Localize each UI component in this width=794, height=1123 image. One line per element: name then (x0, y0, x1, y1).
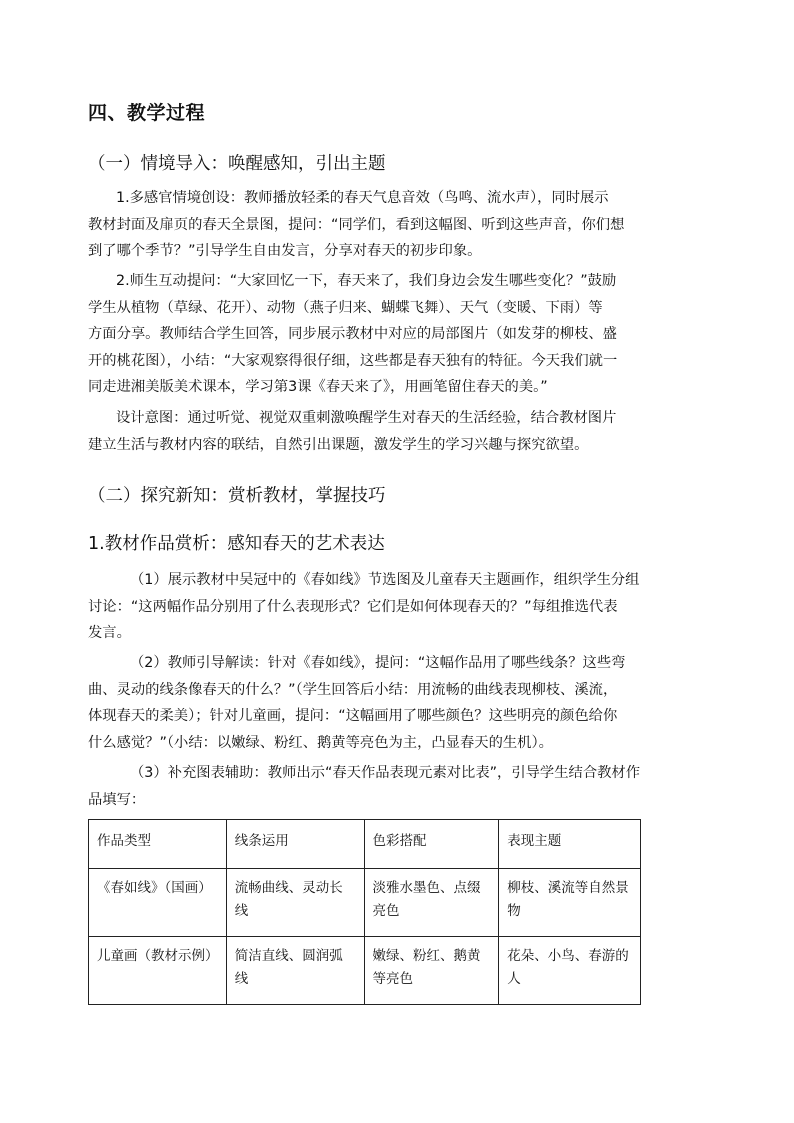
text-line: 讨论：“这两幅作品分别用了什么表现形式？它们是如何体现春天的？”每组推选代表 (88, 598, 618, 615)
section1-paragraph-1 (88, 185, 648, 265)
text-line: 开的桃花图），小结：“大家观察得很仔细，这些都是春天独有的特征。今天我们就一 (88, 352, 618, 369)
section2-paragraph-3 (88, 760, 648, 813)
section-heading-main: 四、教学过程 (88, 102, 206, 124)
table-row (89, 869, 641, 937)
text-line: 同走进湘美版美术课本，学习第3课《春天来了》，用画笔留住春天的美。” (88, 379, 548, 395)
text-line: 发言。 (88, 625, 131, 641)
table-header-cell: 色彩搭配 (364, 820, 499, 869)
table-cell: 花朵、小鸟、春游的人 (499, 937, 641, 1005)
section1-design-intent (88, 405, 648, 458)
table-cell: 流畅曲线、灵动长线 (226, 869, 364, 937)
table-header-cell: 作品类型 (89, 820, 227, 869)
text-line: 体现春天的柔美）；针对儿童画，提问：“这幅画用了哪些颜色？这些明亮的颜色给你 (88, 708, 618, 724)
table-header-cell: 表现主题 (499, 820, 641, 869)
table-row (89, 937, 641, 1005)
table-cell: 淡雅水墨色、点缀亮色 (364, 869, 499, 937)
text-line: 学生从植物（草绿、花开）、动物（燕子归来、蝴蝶飞舞）、天气（变暖、下雨）等 (88, 299, 603, 316)
section2-paragraph-1 (88, 567, 648, 647)
table-cell: 简洁直线、圆润弧线 (226, 937, 364, 1005)
text-line: （1）展示教材中吴冠中的《春如线》节选图及儿童春天主题画作，组织学生分组 (130, 572, 640, 588)
table-cell: 柳枝、溪流等自然景物 (499, 869, 641, 937)
text-line: （2）教师引导解读：针对《春如线》，提问：“这幅作品用了哪些线条？这些弯 (130, 655, 626, 671)
text-line: 设计意图：通过听觉、视觉双重刺激唤醒学生对春天的生活经验，结合教材图片 (116, 410, 617, 426)
text-line: （3）补充图表辅助：教师出示“春天作品表现元素对比表”，引导学生结合教材作 (130, 765, 640, 781)
text-line: 到了哪个季节？”引导学生自由发言，分享对春天的初步印象。 (88, 243, 482, 259)
text-line: 1.多感官情境创设：教师播放轻柔的春天气息音效（鸟鸣、流水声），同时展示 (116, 190, 609, 206)
comparison-table (88, 819, 641, 1005)
section2-title: （二）探究新知：赏析教材，掌握技巧 (88, 486, 386, 506)
table-cell: 儿童画（教材示例） (89, 937, 227, 1005)
text-line: 品填写： (88, 791, 146, 808)
text-line: 方面分享。教师结合学生回答，同步展示教材中对应的局部图片（如发芽的柳枝、盛 (88, 326, 617, 342)
table-header-row (89, 820, 641, 869)
text-line: 教材封面及扉页的春天全景图，提问：“同学们，看到这幅图、听到这些声音，你们想 (88, 216, 625, 233)
table-cell: 嫩绿、粉红、鹅黄等亮色 (364, 937, 499, 1005)
section1-paragraph-2 (88, 268, 648, 401)
section2-paragraph-2 (88, 650, 648, 756)
section1-title: （一）情境导入：唤醒感知，引出主题 (88, 154, 386, 174)
text-line: 建立生活与教材内容的联结，自然引出课题，激发学生的学习兴趣与探究欲望。 (88, 436, 589, 453)
text-line: 曲、灵动的线条像春天的什么？”（学生回答后小结：用流畅的曲线表现柳枝、溪流， (88, 681, 618, 698)
section2-subtitle: 1.教材作品赏析：感知春天的艺术表达 (88, 534, 385, 554)
text-line: 什么感觉？”（小结：以嫩绿、粉红、鹅黄等亮色为主，凸显春天的生机）。 (88, 734, 553, 751)
table-header-cell: 线条运用 (226, 820, 364, 869)
text-line: 2.师生互动提问：“大家回忆一下，春天来了，我们身边会发生哪些变化？”鼓励 (116, 273, 617, 289)
table-cell: 《春如线》（国画） (89, 869, 227, 937)
